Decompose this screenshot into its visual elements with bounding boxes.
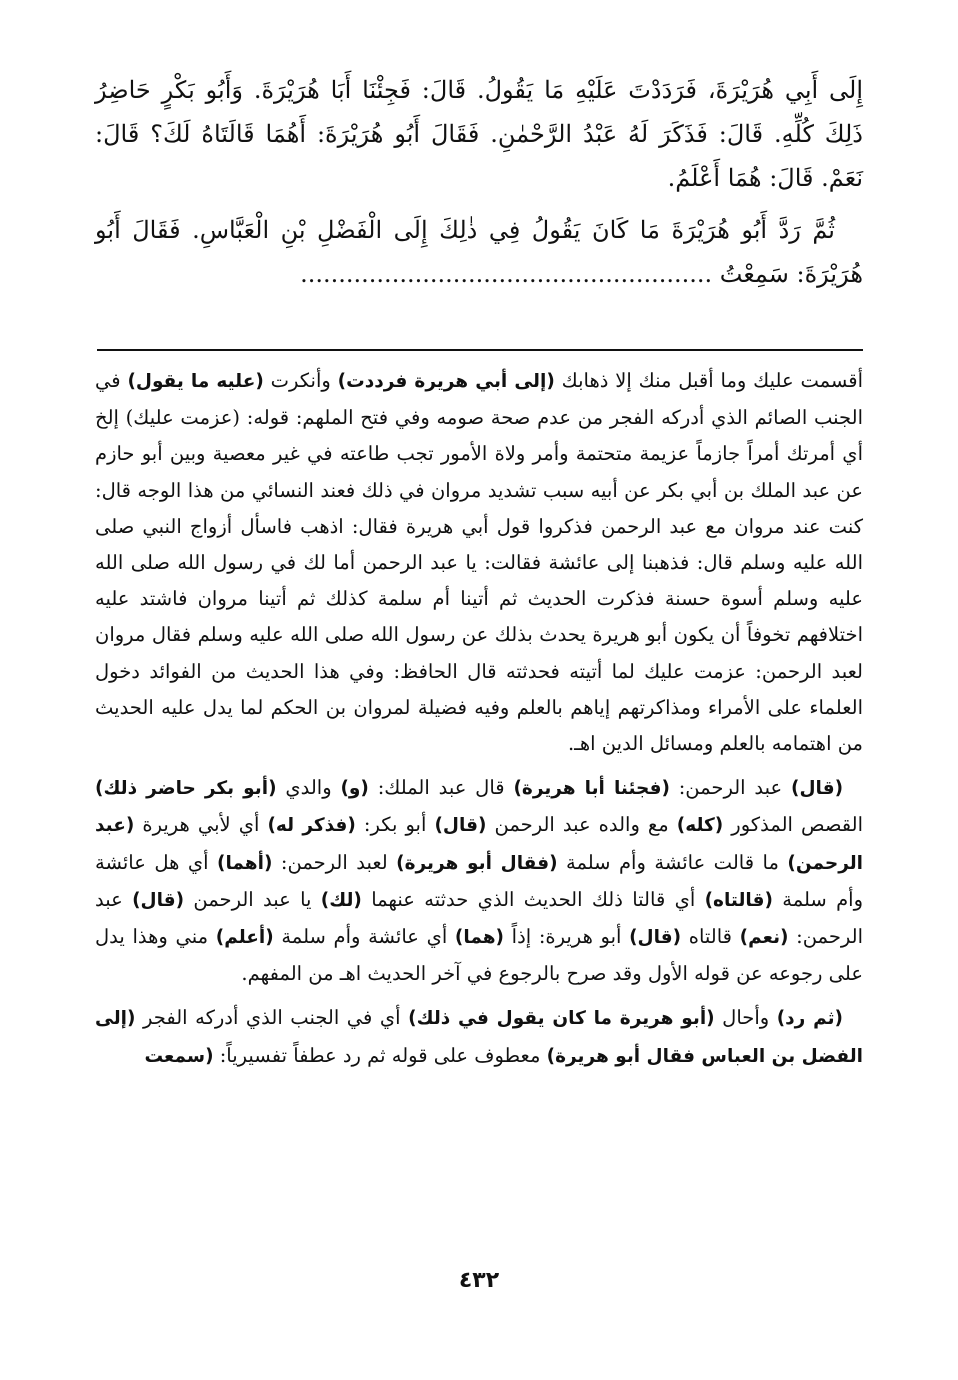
commentary-run: أي في الجنب الذي أدركه الفجر bbox=[135, 1006, 409, 1030]
commentary-run: مني وهذا يدل على رجوعه عن قوله الأول وقد صرح بالرجوع في آخر الحديث اهـ من المفهم. bbox=[95, 925, 863, 986]
hadith-paragraph-1: إِلَى أَبِي هُرَيْرَةَ، فَرَدَدْتَ عَلَيْهِ مَا يَقُولُ. قَالَ: فَجِئْنَا أَبَا هُرَيْرَةَ. وَأَبُو بَكْرٍ حَاضِرُ ذَلِكَ كُلِّهِ. قَالَ: فَذَكَرَ لَهُ عَبْدُ الرَّحْمٰنِ. فَقَالَ أَبُو هُرَيْرَةَ: أَهُمَا قَالَتَاهُ لَكَ؟ قَالَ: نَعَمْ. قَالَ: هُمَا أَعْلَمُ. bbox=[95, 76, 863, 192]
bold-quote: (قال) bbox=[629, 927, 682, 949]
bold-quote: (سمعت bbox=[144, 1045, 214, 1067]
commentary-run: أي عائشة وأم سلمة bbox=[273, 925, 455, 949]
commentary-run: يا عبد الرحمن bbox=[184, 887, 321, 911]
commentary-text bbox=[95, 363, 863, 1075]
commentary-run: أقسمت عليك وما أقبل منك إلا ذهابك bbox=[554, 369, 863, 392]
commentary-run: لعبد الرحمن: bbox=[272, 850, 397, 874]
hadith-paragraph-2-text: ثُمَّ رَدَّ أَبُو هُرَيْرَةَ مَا كَانَ يَقُولُ فِي ذٰلِكَ إِلَى الْفَضْلِ بْنِ الْعَبَّاسِ. فَقَالَ أَبُو هُرَيْرَةَ: سَمِعْتُ bbox=[95, 216, 863, 288]
commentary-run: القصص المذكور bbox=[723, 813, 863, 837]
commentary-run: عبد الرحمن: bbox=[669, 776, 791, 800]
bold-quote: (فقال أبو هريرة) bbox=[396, 852, 558, 874]
ellipsis-dots: ...................................................... bbox=[300, 260, 713, 288]
bold-quote: (قال) bbox=[791, 778, 844, 800]
hadith-text bbox=[95, 68, 863, 296]
separator-line bbox=[97, 349, 863, 351]
commentary-run: مع والده عبد الرحمن bbox=[486, 813, 677, 837]
bold-quote: (إلى أبي هريرة فرددت) bbox=[337, 371, 555, 392]
commentary-run: وأحال bbox=[714, 1006, 777, 1030]
bold-quote: (أهما) bbox=[217, 852, 273, 874]
commentary-run: قالتاه bbox=[681, 925, 740, 949]
commentary-run: عبد الرحمن: bbox=[95, 887, 863, 949]
bold-quote: (قال) bbox=[132, 889, 185, 911]
commentary-run: قال عبد الملك: bbox=[368, 776, 514, 800]
bold-quote: (ثم رد) bbox=[776, 1008, 843, 1030]
bold-quote: (قال) bbox=[434, 815, 487, 837]
commentary-run: في الجنب الصائم الذي أدركه الفجر من عدم صحة صومه وفي فتح الملهم: قوله: (عزمت عليك) إلخ أي أمرتك أمراً جازماً عزيمة متحتمة وأمر ولاة الأمور تجب طاعته في غير معصية وبين أبو حازم عن عبد الملك بن أبي بكر عن أبيه سبب تشديد مروان في ذلك فعند النسائي من هذا الوجه قال: كنت عند مروان مع عبد الرحمن فذكروا قول أبي هريرة فقال: اذهب فاسأل أزواج النبي صلى الله عليه وسلم قال: فذهبنا إلى عائشة فقالت: يا عبد الرحمن أما لك في رسول الله صلى الله عليه وسلم أسوة حسنة فذكرت الحديث ثم أتينا أم سلمة كذلك ثم أتينا مروان فاشتد عليه اختلافهم تخوفاً أن يكون أبو هريرة يحدث بذلك عن رسول الله صلى الله عليه وسلم فقال مروان لعبد الرحمن: عزمت عليك لما أتيته فحدثته قال الحافظ: وفي هذا الحديث من الفوائد دخول العلماء على الأمراء ومذاكرتهم إياهم بالعلم وفيه فضيلة لمروان بن الحكم لما يدل عليه الحديث من اهتمامه بالعلم ومسائل الدين اهـ. bbox=[95, 369, 863, 756]
commentary-run: ما قالت عائشة وأم سلمة bbox=[557, 850, 788, 874]
commentary-run: أي هل عائشة وأم سلمة bbox=[95, 850, 863, 911]
commentary-paragraph-2 bbox=[95, 770, 863, 992]
commentary-run: أي قالتا ذلك الحديث الذي حدثته عنهما bbox=[361, 887, 705, 911]
commentary-run: معطوف على قوله ثم رد عطفاً تفسيرياً: bbox=[213, 1043, 547, 1067]
page-number: ٤٣٢ bbox=[458, 1268, 500, 1293]
bold-quote: (لك) bbox=[320, 889, 362, 911]
bold-quote: (فجئنا أبا هريرة) bbox=[513, 778, 670, 800]
commentary-run: أبو هريرة: إذاً bbox=[504, 925, 630, 949]
commentary-paragraph-1 bbox=[95, 363, 863, 762]
bold-quote: (نعم) bbox=[739, 927, 789, 949]
bold-quote: (و) bbox=[340, 778, 369, 800]
bold-quote: (أبو بكر حاضر ذلك) bbox=[95, 778, 277, 800]
bold-quote: (أعلم) bbox=[215, 927, 274, 949]
bold-quote: (قالتاه) bbox=[704, 889, 773, 911]
hadith-paragraph-2 bbox=[95, 208, 863, 296]
commentary-run: أبو بكر: bbox=[355, 813, 435, 837]
bold-quote: (عليه ما يقول) bbox=[127, 371, 264, 392]
bold-quote: (إلى الفضل بن العباس فقال أبو هريرة) bbox=[95, 1008, 863, 1067]
bold-quote: (عبد الرحمن) bbox=[95, 815, 863, 874]
commentary-run: وأنكرت bbox=[263, 369, 338, 392]
bold-quote: (هما) bbox=[454, 927, 505, 949]
commentary-run: أي لأبي هريرة bbox=[134, 813, 268, 837]
bold-quote: (كله) bbox=[676, 815, 724, 837]
bold-quote: (فذكر له) bbox=[267, 815, 356, 837]
bold-quote: (أبو هريرة ما كان يقول في ذلك) bbox=[408, 1008, 715, 1030]
commentary-paragraph-3 bbox=[95, 1000, 863, 1074]
commentary-run: والدي bbox=[276, 776, 341, 800]
